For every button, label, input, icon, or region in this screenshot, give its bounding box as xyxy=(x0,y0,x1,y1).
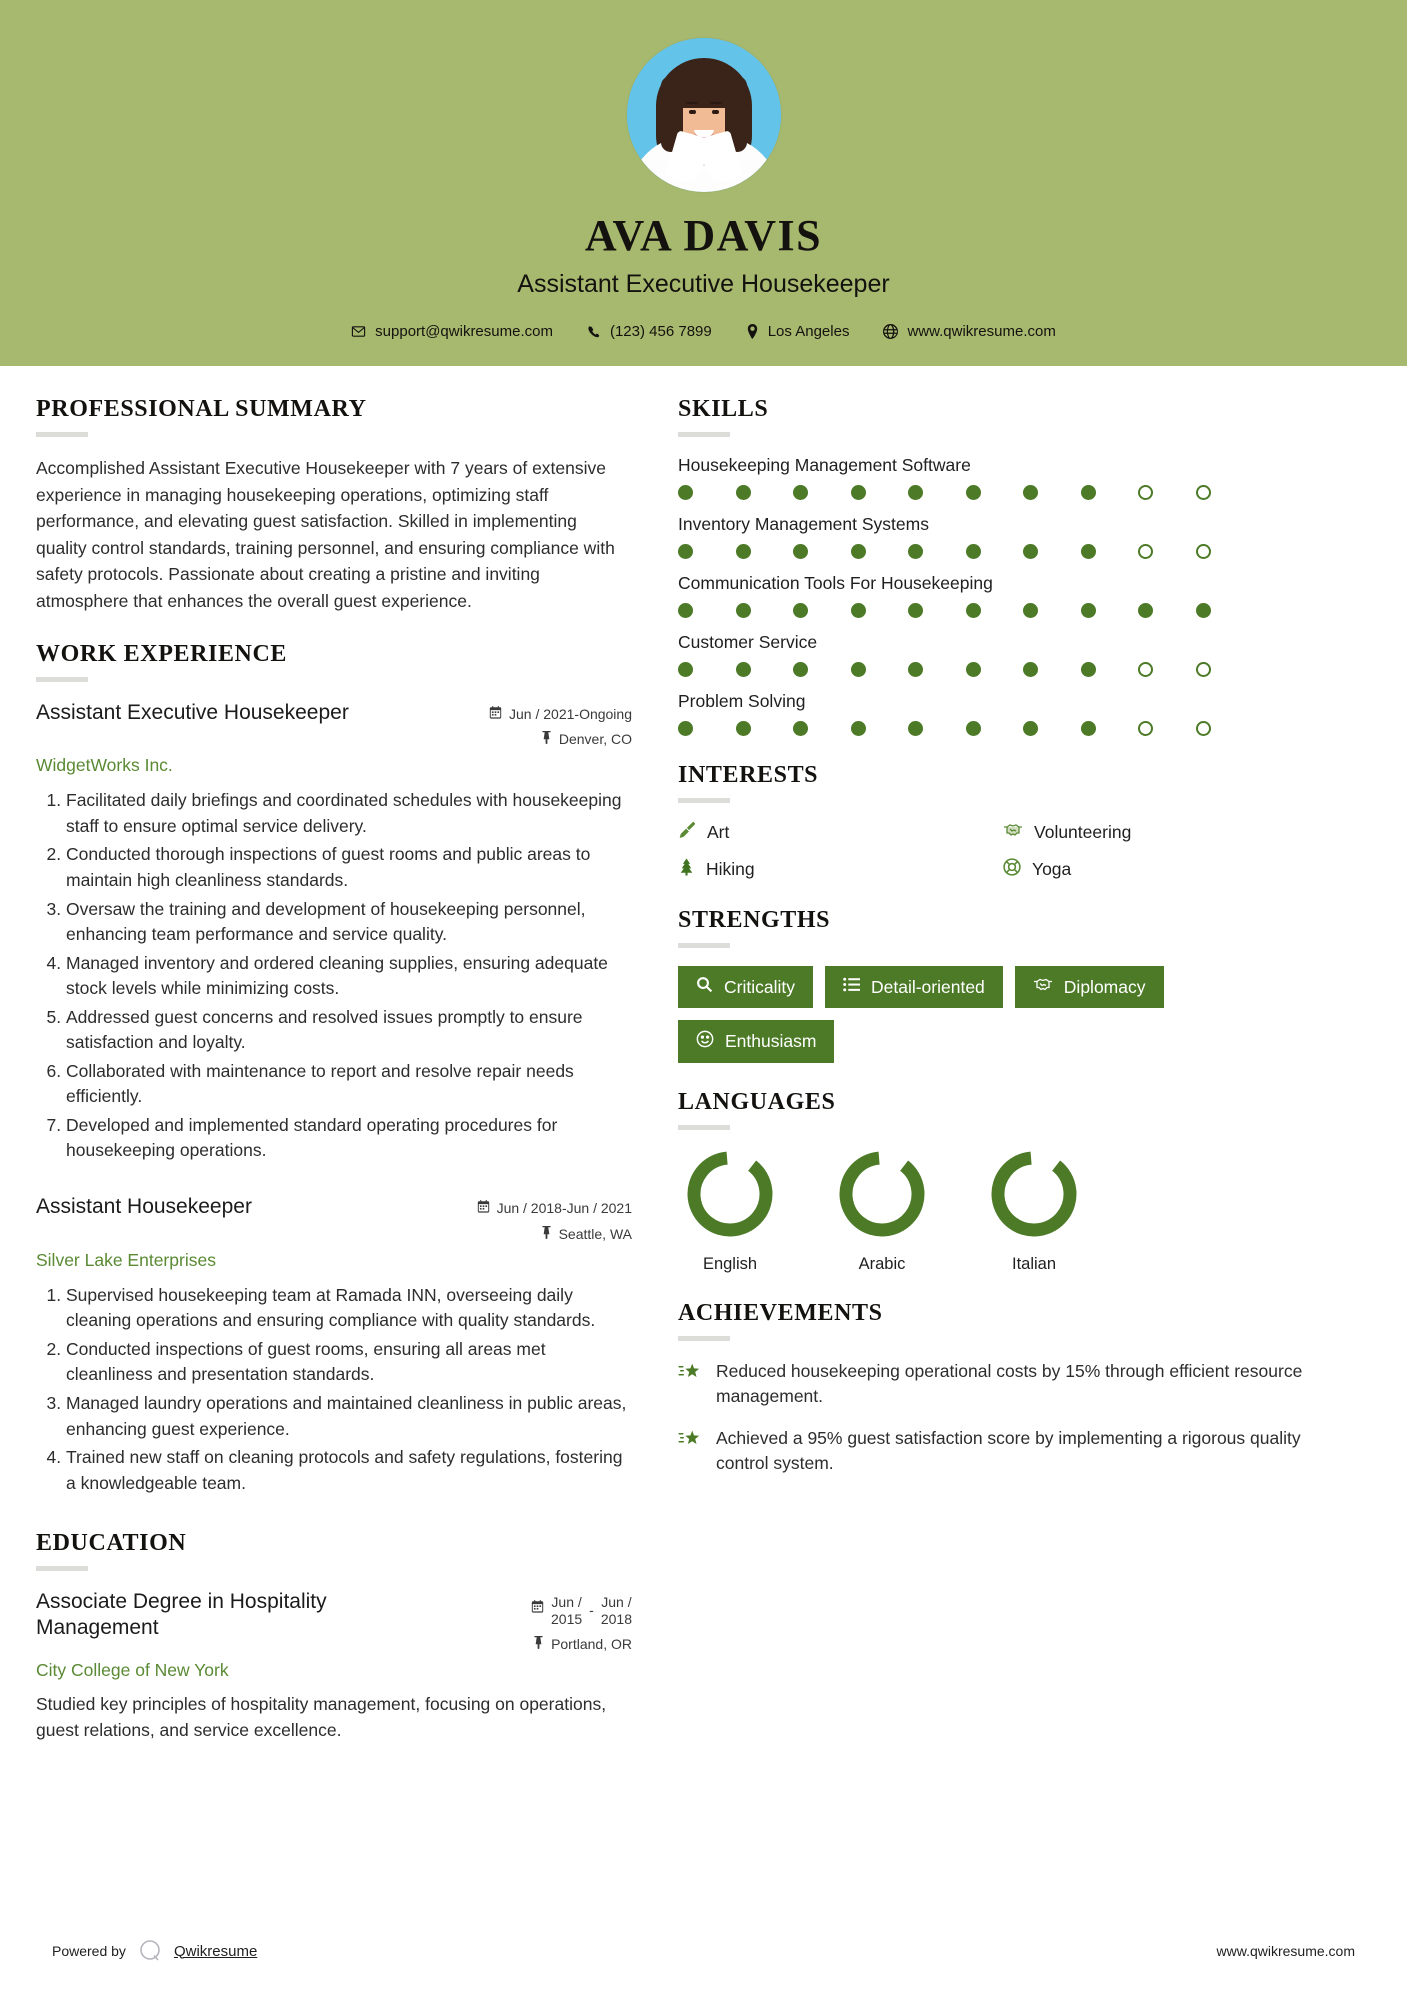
interest-label: Art xyxy=(707,822,730,842)
work-role: Assistant Housekeeper xyxy=(36,1195,252,1218)
section-title: INTERESTS xyxy=(678,762,819,788)
contact-email[interactable] xyxy=(338,323,566,340)
education-date-end-year: 2018 xyxy=(600,1610,632,1627)
contact-row xyxy=(0,323,1407,340)
section-strengths xyxy=(678,907,1318,1063)
lifebuoy-icon xyxy=(1003,858,1021,881)
section-title: SKILLS xyxy=(678,396,769,422)
skill-item xyxy=(678,514,1318,559)
strengths-list xyxy=(678,966,1318,1063)
interest-item xyxy=(1003,821,1318,844)
rating-dot-empty xyxy=(1138,544,1153,559)
strength-badge-detail-oriented xyxy=(825,966,1003,1008)
education-description: Studied key principles of hospitality management, focusing on operations, guest relations, and service excellence. xyxy=(36,1693,607,1740)
rating-dot-filled xyxy=(1081,662,1096,677)
list-item: 6. Collaborated with maintenance to report and resolve repair needs efficiently. xyxy=(66,1059,632,1110)
rating-dot-filled xyxy=(793,485,808,500)
list-icon xyxy=(843,976,860,998)
achievement-text: Reduced housekeeping operational costs by 15% through efficient resource management. xyxy=(716,1361,1303,1407)
list-item: 2. Conducted inspections of guest rooms, ensuring all areas met cleanliness and presentation standards. xyxy=(66,1337,632,1388)
education-date-end-month: Jun / xyxy=(601,1594,632,1611)
star-icon xyxy=(678,1359,702,1389)
magnifier-icon xyxy=(696,976,713,998)
strength-badge-criticality xyxy=(678,966,813,1008)
language-progress-ring xyxy=(988,1148,1080,1240)
handshake-icon xyxy=(1033,976,1053,998)
contact-phone[interactable] xyxy=(574,323,725,340)
rating-dot-filled xyxy=(1081,721,1096,736)
rating-dot-empty xyxy=(1196,544,1211,559)
contact-location[interactable] xyxy=(733,323,863,340)
rating-dot-empty xyxy=(1196,662,1211,677)
envelope-icon xyxy=(351,324,366,339)
section-interests xyxy=(678,762,1318,881)
resume-body xyxy=(0,366,1407,1769)
rating-dot-filled xyxy=(908,544,923,559)
rating-dot-filled xyxy=(1081,544,1096,559)
work-date-line xyxy=(477,1199,632,1218)
strength-label: Diplomacy xyxy=(1063,976,1146,997)
rating-dot-filled xyxy=(793,662,808,677)
work-date: Jun / 2021-Ongoing xyxy=(509,705,632,722)
section-divider xyxy=(678,432,730,437)
work-date-line xyxy=(489,705,632,724)
section-education xyxy=(36,1530,632,1743)
rating-dot-filled xyxy=(851,544,866,559)
page-title: AVA DAVIS xyxy=(584,211,823,260)
rating-dot-empty xyxy=(1196,485,1211,500)
education-date-start-month: Jun / xyxy=(551,1594,582,1611)
section-title: LANGUAGES xyxy=(678,1089,836,1115)
qwikresume-logo-icon xyxy=(137,1938,163,1964)
rating-dot-filled xyxy=(851,485,866,500)
rating-dot-filled xyxy=(736,662,751,677)
rating-dot-filled xyxy=(736,721,751,736)
rating-dot-filled xyxy=(1081,485,1096,500)
work-bullets xyxy=(36,788,632,1164)
smiley-icon xyxy=(696,1030,714,1053)
rating-dot-filled xyxy=(678,544,693,559)
education-school: City College of New York xyxy=(36,1659,229,1680)
language-item xyxy=(988,1148,1080,1274)
rating-dot-filled xyxy=(1023,662,1038,677)
page-footer xyxy=(0,1938,1407,1964)
skill-rating xyxy=(678,485,1318,500)
section-languages xyxy=(678,1089,1318,1274)
languages-list xyxy=(678,1148,1318,1274)
language-label: Italian xyxy=(1011,1255,1057,1273)
rating-dot-filled xyxy=(1023,603,1038,618)
education-date-separator: - xyxy=(589,1602,594,1619)
footer-brand xyxy=(52,1938,257,1964)
language-label: Arabic xyxy=(858,1255,906,1273)
interest-item xyxy=(1003,858,1318,881)
rating-dot-empty xyxy=(1196,721,1211,736)
rating-dot-filled xyxy=(851,603,866,618)
work-location: Denver, CO xyxy=(558,731,632,748)
star-icon xyxy=(678,1426,702,1456)
rating-dot-filled xyxy=(1023,544,1038,559)
right-column xyxy=(678,396,1318,1769)
rating-dot-filled xyxy=(908,485,923,500)
education-location-line xyxy=(531,1635,632,1654)
rating-dot-empty xyxy=(1138,721,1153,736)
achievement-text: Achieved a 95% guest satisfaction score by implementing a rigorous quality control system. xyxy=(716,1427,1301,1474)
rating-dot-empty xyxy=(1138,662,1153,677)
section-divider xyxy=(678,1125,730,1130)
location-pin-icon xyxy=(746,324,759,339)
rating-dot-filled xyxy=(678,662,693,677)
education-date-start-year: 2015 xyxy=(551,1610,583,1627)
section-divider xyxy=(678,798,730,803)
section-divider xyxy=(36,1566,88,1571)
contact-website[interactable] xyxy=(870,323,1068,340)
interests-grid xyxy=(678,821,1318,881)
rating-dot-filled xyxy=(908,721,923,736)
map-marker-icon xyxy=(541,730,552,749)
contact-phone-text: (123) 456 7899 xyxy=(609,323,712,340)
interest-label: Hiking xyxy=(706,859,755,879)
section-work-experience xyxy=(36,641,632,1497)
rating-dot-filled xyxy=(966,662,981,677)
rating-dot-filled xyxy=(736,603,751,618)
list-item: 4. Managed inventory and ordered cleaning supplies, ensuring adequate stock levels while minimizing costs. xyxy=(66,951,632,1002)
section-title: STRENGTHS xyxy=(678,907,831,933)
work-entry xyxy=(36,1194,632,1496)
rating-dot-filled xyxy=(736,485,751,500)
interest-label: Volunteering xyxy=(1034,822,1132,842)
education-date-line xyxy=(531,1594,632,1628)
rating-dot-filled xyxy=(908,603,923,618)
handshake-icon xyxy=(1003,821,1023,844)
skill-item xyxy=(678,691,1318,736)
work-location: Seattle, WA xyxy=(558,1225,632,1242)
rating-dot-filled xyxy=(793,721,808,736)
work-location-line xyxy=(489,730,632,749)
list-item: 5. Addressed guest concerns and resolved issues promptly to ensure satisfaction and loyalty. xyxy=(66,1005,632,1056)
list-item: 1. Facilitated daily briefings and coordinated schedules with housekeeping staff to ensure optimal service delivery. xyxy=(66,788,632,839)
skill-label: Housekeeping Management Software xyxy=(678,455,971,475)
job-title: Assistant Executive Housekeeper xyxy=(517,270,890,298)
section-divider xyxy=(678,943,730,948)
skill-label: Problem Solving xyxy=(678,691,806,711)
section-title: WORK EXPERIENCE xyxy=(36,640,288,667)
rating-dot-filled xyxy=(793,544,808,559)
skill-label: Communication Tools For Housekeeping xyxy=(678,573,993,593)
rating-dot-filled xyxy=(851,721,866,736)
skill-rating xyxy=(678,603,1318,618)
globe-icon xyxy=(883,324,898,339)
education-entry xyxy=(36,1589,632,1743)
list-item: 1. Supervised housekeeping team at Ramada INN, overseeing daily cleaning operations and ensuring compliance with quality standards. xyxy=(66,1283,632,1334)
skill-item xyxy=(678,632,1318,677)
work-date: Jun / 2018-Jun / 2021 xyxy=(496,1200,632,1216)
paintbrush-icon xyxy=(678,821,696,844)
rating-dot-filled xyxy=(1196,603,1211,618)
section-title: ACHIEVEMENTS xyxy=(678,1300,883,1326)
list-item: 4. Trained new staff on cleaning protocols and safety regulations, fostering a knowledgeable team. xyxy=(66,1445,632,1496)
interest-item xyxy=(678,858,993,881)
education-location: Portland, OR xyxy=(551,1635,632,1652)
footer-website[interactable]: www.qwikresume.com xyxy=(1216,1943,1355,1959)
section-title: PROFESSIONAL SUMMARY xyxy=(36,396,367,422)
work-company: Silver Lake Enterprises xyxy=(36,1249,216,1270)
rating-dot-filled xyxy=(678,603,693,618)
language-item xyxy=(684,1148,776,1274)
language-item xyxy=(836,1148,928,1274)
contact-email-text: support@qwikresume.com xyxy=(375,323,553,340)
interest-item xyxy=(678,821,993,844)
rating-dot-filled xyxy=(736,544,751,559)
left-column xyxy=(36,396,632,1769)
section-professional-summary xyxy=(36,396,632,615)
strength-badge-diplomacy xyxy=(1015,966,1164,1008)
skill-item xyxy=(678,573,1318,618)
strength-badge-enthusiasm xyxy=(678,1020,834,1063)
tree-icon xyxy=(678,858,695,881)
skill-item xyxy=(678,455,1318,500)
work-company: WidgetWorks Inc. xyxy=(36,755,173,776)
work-bullets xyxy=(36,1283,632,1496)
avatar xyxy=(627,38,781,192)
calendar-icon xyxy=(489,705,502,724)
skill-label: Inventory Management Systems xyxy=(678,514,929,534)
interest-label: Yoga xyxy=(1032,859,1072,879)
map-marker-icon xyxy=(533,1635,544,1654)
powered-by-label: Powered by xyxy=(52,1943,126,1959)
rating-dot-filled xyxy=(1138,603,1153,618)
list-item: 3. Managed laundry operations and maintained cleanliness in public areas, enhancing guest experience. xyxy=(66,1391,632,1442)
rating-dot-empty xyxy=(1138,485,1153,500)
rating-dot-filled xyxy=(966,721,981,736)
rating-dot-filled xyxy=(1023,721,1038,736)
work-role: Assistant Executive Housekeeper xyxy=(36,700,349,724)
education-date-start xyxy=(551,1594,582,1628)
section-divider xyxy=(678,1336,730,1341)
list-item: 3. Oversaw the training and development of housekeeping personnel, enhancing team performance and service quality. xyxy=(66,897,632,948)
language-progress-ring xyxy=(684,1148,776,1240)
list-item: 2. Conducted thorough inspections of guest rooms and public areas to maintain high cleanliness standards. xyxy=(66,842,632,893)
section-divider xyxy=(36,432,88,437)
phone-icon xyxy=(587,325,601,339)
language-label: English xyxy=(702,1255,758,1273)
contact-location-text: Los Angeles xyxy=(767,323,850,340)
rating-dot-filled xyxy=(793,603,808,618)
rating-dot-filled xyxy=(678,485,693,500)
qwikresume-link[interactable]: Qwikresume xyxy=(173,1942,258,1960)
work-location-line xyxy=(477,1225,632,1244)
work-entry xyxy=(36,700,632,1164)
resume-header xyxy=(0,0,1407,366)
skill-rating xyxy=(678,721,1318,736)
rating-dot-filled xyxy=(1023,485,1038,500)
education-degree: Associate Degree in Hospitality Management xyxy=(36,1590,327,1640)
map-marker-icon xyxy=(541,1225,552,1244)
section-title: EDUCATION xyxy=(36,1530,187,1557)
achievement-item xyxy=(678,1359,1318,1410)
rating-dot-filled xyxy=(966,485,981,500)
section-divider xyxy=(36,677,88,682)
skill-label: Customer Service xyxy=(678,632,818,652)
contact-website-text: www.qwikresume.com xyxy=(907,323,1056,340)
calendar-icon xyxy=(477,1199,490,1218)
skills-list xyxy=(678,455,1318,736)
strength-label: Criticality xyxy=(724,976,795,997)
rating-dot-filled xyxy=(908,662,923,677)
rating-dot-filled xyxy=(851,662,866,677)
language-progress-ring xyxy=(836,1148,928,1240)
strength-label: Enthusiasm xyxy=(725,1031,817,1051)
rating-dot-filled xyxy=(966,544,981,559)
summary-text: Accomplished Assistant Executive Housekeeper with 7 years of extensive experience in managing housekeeping operations, optimizing staff performance, and elevating guest satisfaction. Skilled in implementing quality control standards, training personnel, and ensuring compliance with safety protocols. Passionate about creating a pristine and inviting atmosphere that enhances the overall guest experience. xyxy=(36,458,615,611)
skill-rating xyxy=(678,662,1318,677)
section-skills xyxy=(678,396,1318,736)
achievement-item xyxy=(678,1426,1318,1477)
list-item: 7. Developed and implemented standard operating procedures for housekeeping operations. xyxy=(66,1113,632,1164)
skill-rating xyxy=(678,544,1318,559)
strength-label: Detail-oriented xyxy=(870,976,985,997)
calendar-icon xyxy=(531,1594,544,1616)
section-achievements xyxy=(678,1300,1318,1477)
education-date-end xyxy=(601,1594,632,1628)
rating-dot-filled xyxy=(1081,603,1096,618)
rating-dot-filled xyxy=(678,721,693,736)
rating-dot-filled xyxy=(966,603,981,618)
